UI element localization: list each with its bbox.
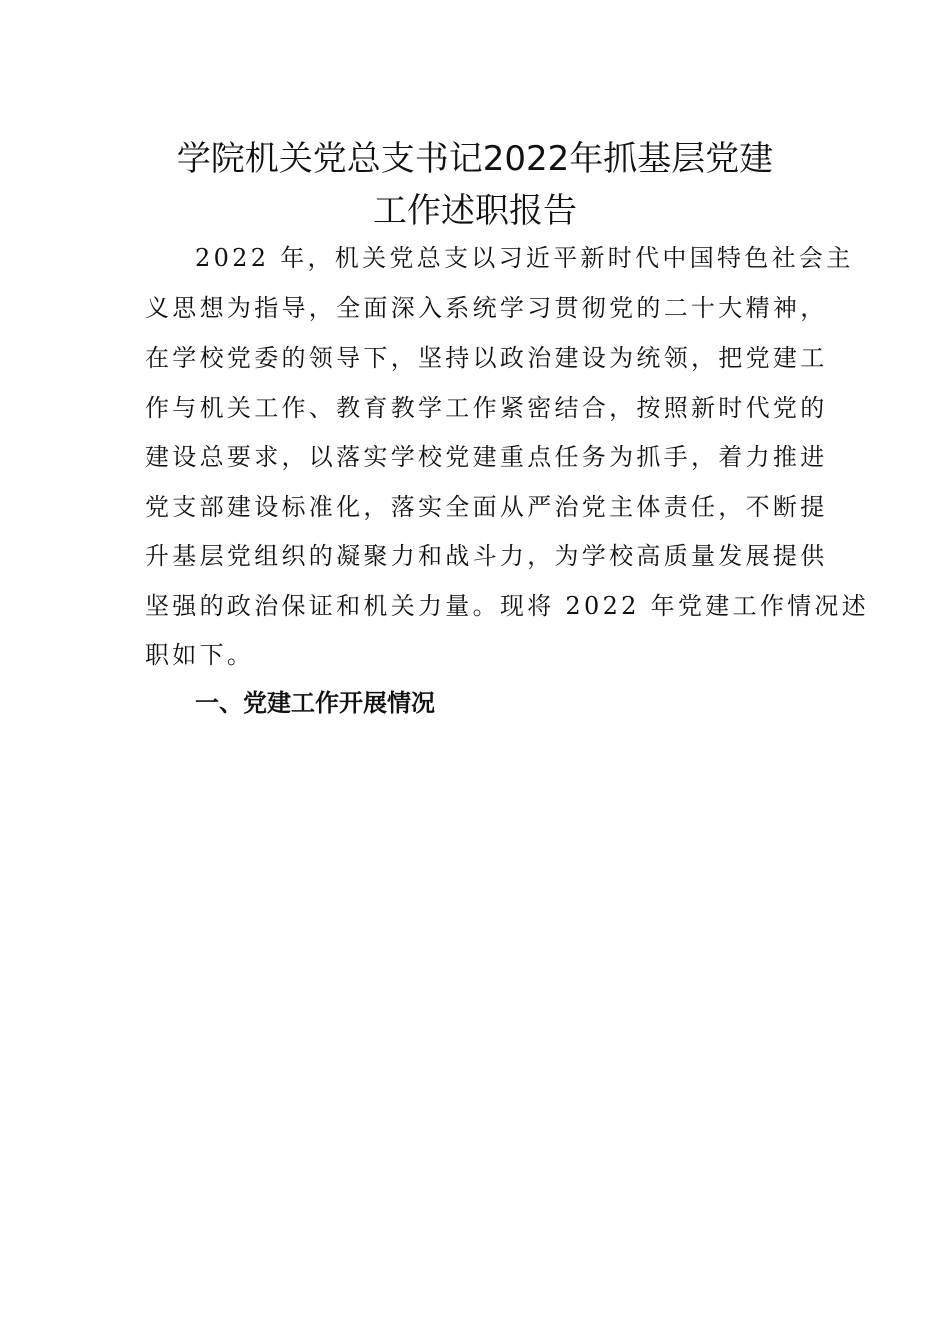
paragraph-line-5: 建设总要求，以落实学校党建重点任务为抓手，着力推进 bbox=[145, 443, 828, 471]
paragraph-line-3: 在学校党委的领导下，坚持以政治建设为统领，把党建工 bbox=[145, 344, 828, 372]
paragraph-line-9: 职如下。 bbox=[145, 641, 255, 669]
paragraph-line-6: 党支部建设标准化，落实全面从严治党主体责任，不断提 bbox=[145, 493, 828, 521]
paragraph-line-2: 义思想为指导，全面深入系统学习贯彻党的二十大精神， bbox=[145, 294, 828, 322]
document-title-line-1: 学院机关党总支书记2022年抓基层党建 bbox=[176, 139, 774, 179]
paragraph-line-7: 升基层党组织的凝聚力和战斗力，为学校高质量发展提供 bbox=[145, 542, 828, 570]
paragraph-line-8: 坚强的政治保证和机关力量。现将 2022 年党建工作情况述 bbox=[145, 592, 870, 620]
document-title-line-2: 工作述职报告 bbox=[373, 191, 577, 231]
paragraph-line-1: 2022 年，机关党总支以习近平新时代中国特色社会主 bbox=[195, 244, 854, 272]
section-heading: 一、党建工作开展情况 bbox=[195, 689, 435, 717]
paragraph-line-4: 作与机关工作、教育教学工作紧密结合，按照新时代党的 bbox=[145, 394, 828, 422]
